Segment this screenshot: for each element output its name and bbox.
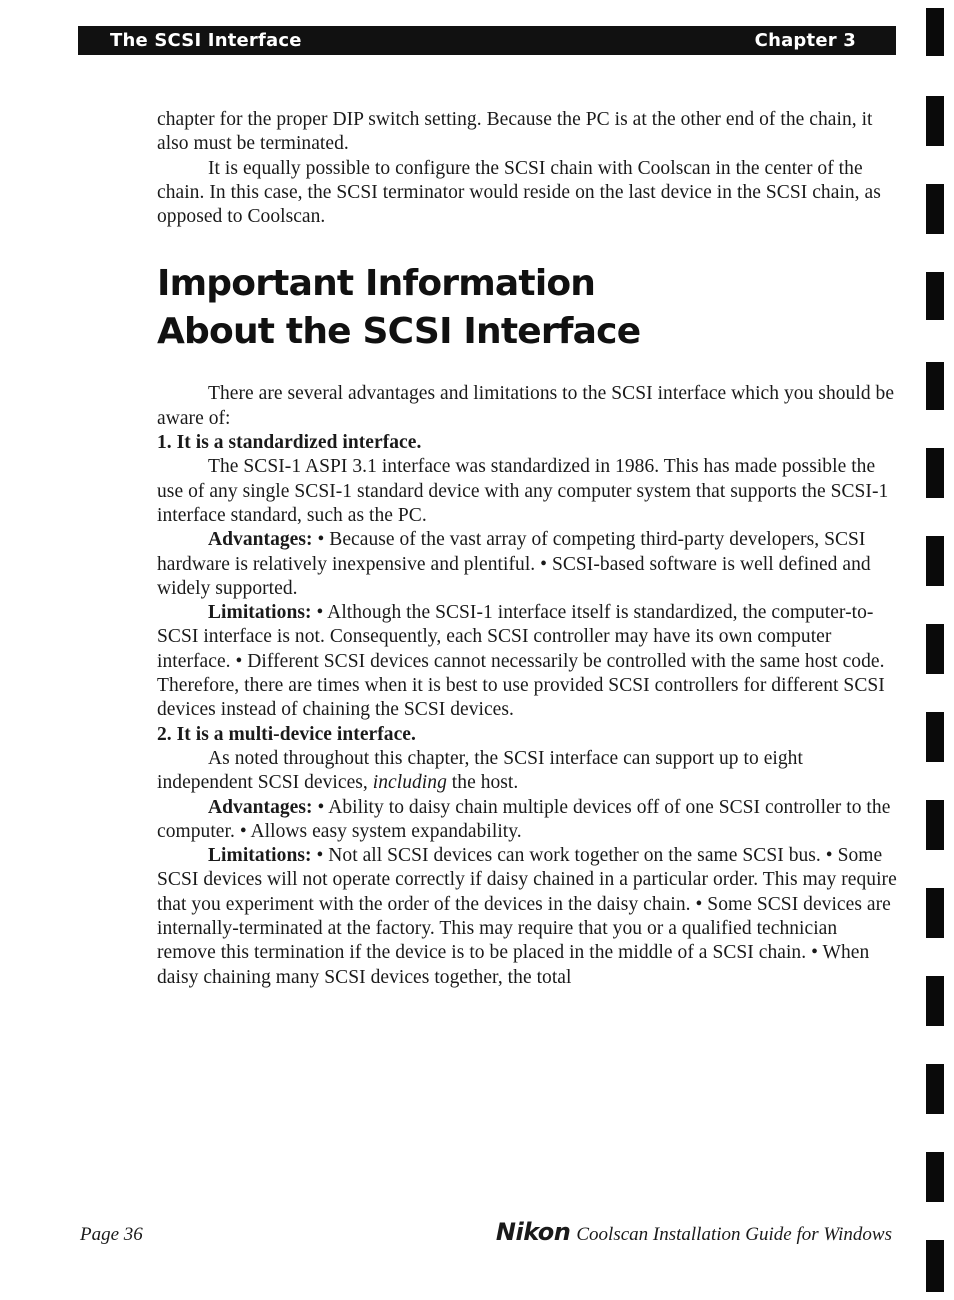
heading-line-2: About the SCSI Interface (157, 311, 641, 353)
page-number: Page 36 (80, 1224, 143, 1245)
subheading-multi-device: 2. It is a multi-device interface. (157, 723, 416, 745)
binding-mark (926, 362, 944, 410)
limitations-text: • Not all SCSI devices can work together on the same SCSI bus. • Some SCSI devices will not operate correctly if daisy chained in a particular order. This may require that you experiment with the order of the devices in the daisy chain. • Some SCSI devices are internally-terminated at the factory. This may require that you or a qualified technician remove this termination if the device is to be placed in the middle of a SCSI chain. • When daisy chaining many SCSI devices together, the total (157, 845, 897, 988)
binding-mark (926, 800, 944, 850)
binding-mark (926, 976, 944, 1026)
binding-mark (926, 8, 944, 56)
binding-mark (926, 96, 944, 146)
multi-device-text-b: the host. (446, 772, 519, 794)
header-chapter-label: Chapter 3 (754, 30, 856, 51)
binding-mark (926, 536, 944, 586)
binding-mark (926, 448, 944, 498)
advantages-label: Advantages: (208, 796, 313, 818)
header-section-title: The SCSI Interface (110, 30, 302, 51)
footer-guide-title (496, 1218, 892, 1246)
page-content (157, 108, 897, 990)
section-heading (157, 260, 897, 356)
guide-title: Coolscan Installation Guide for Windows (576, 1224, 892, 1245)
paragraph-multi-device (157, 747, 897, 796)
multi-device-emphasis: including (372, 772, 447, 794)
binding-mark (926, 624, 944, 674)
advantages-text: • Ability to daisy chain multiple devices off of one SCSI controller to the computer. • Allows easy system expandability. (157, 796, 891, 842)
binding-marks (926, 0, 946, 1300)
paragraph-continued: chapter for the proper DIP switch setting. Because the PC is at the other end of the chain, it also must be terminated. (157, 109, 873, 155)
brand-logo: Nikon (495, 1218, 571, 1246)
advantages-label: Advantages: (208, 529, 313, 551)
binding-mark (926, 1152, 944, 1202)
binding-mark (926, 1064, 944, 1114)
paragraph-limitations-2 (157, 844, 897, 990)
limitations-label: Limitations: (208, 845, 312, 867)
binding-mark (926, 1240, 944, 1292)
subheading-standardized: 1. It is a standardized interface. (157, 432, 422, 454)
binding-mark (926, 272, 944, 320)
running-header (78, 26, 896, 55)
paragraph-advantages-2 (157, 796, 897, 845)
limitations-text: • Although the SCSI-1 interface itself is standardized, the computer-to-SCSI interface is not. Consequently, each SCSI controller may have its own computer interface. • Different SCSI devices cannot necessarily be controlled with the same host code. Therefore, there are times when it is best to use provided SCSI controllers for different SCSI devices instead of chaining the SCSI devices. (157, 602, 885, 721)
multi-device-text-a: As noted throughout this chapter, the SCSI interface can support up to eight independent SCSI devices, (157, 747, 803, 794)
paragraph-limitations-1 (157, 601, 897, 722)
binding-mark (926, 888, 944, 938)
paragraph-intro: There are several advantages and limitations to the SCSI interface which you should be aware of: (157, 383, 895, 429)
advantages-text: • Because of the vast array of competing third-party developers, SCSI hardware is relatively inexpensive and plentiful. • SCSI-based software is well defined and widely supported. (157, 529, 871, 599)
limitations-label: Limitations: (208, 602, 312, 624)
paragraph-chain-center: It is equally possible to configure the SCSI chain with Coolscan in the center of the chain. In this case, the SCSI terminator would reside on the last device in the SCSI chain, as opposed to Coolscan. (157, 157, 881, 228)
paragraph-standardized: The SCSI-1 ASPI 3.1 interface was standardized in 1986. This has made possible the use of any single SCSI-1 standard device with any computer system that supports the SCSI-1 interface standard, such as the PC. (157, 456, 889, 526)
heading-line-1: Important Information (157, 263, 596, 305)
binding-mark (926, 184, 944, 234)
paragraph-advantages-1 (157, 528, 897, 601)
binding-mark (926, 712, 944, 762)
